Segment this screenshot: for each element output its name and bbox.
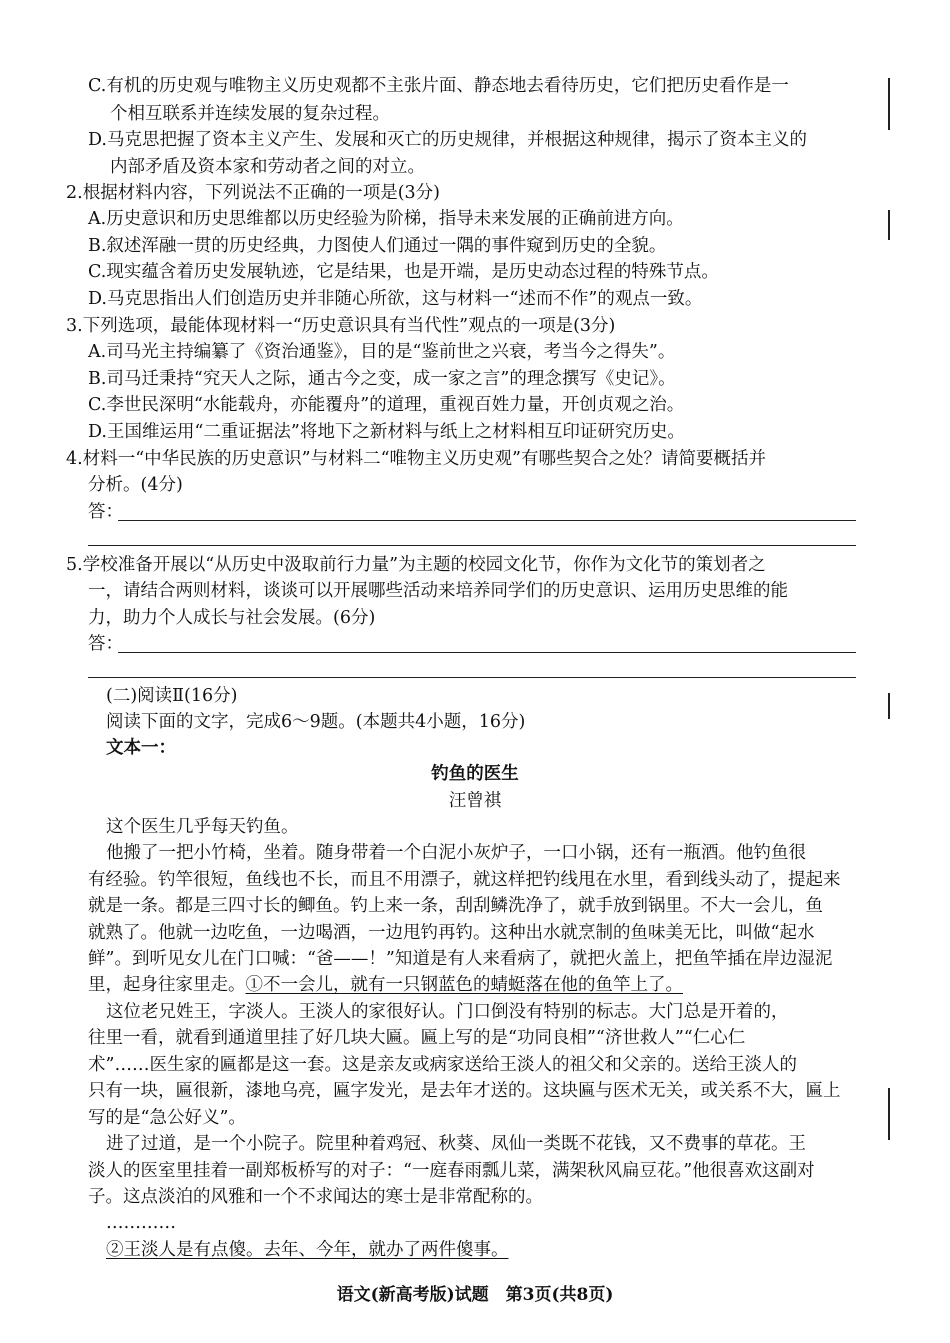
article-p4-line2: 淡人的医室里挂着一副郑板桥写的对子：“一庭春雨瓢儿菜，满架秋风扁豆花。”他很喜欢这副对 bbox=[88, 1161, 815, 1181]
q2-option-d: D.马克思指出人们创造历史并非随心所欲，这与材料一“述而不作”的观点一致。 bbox=[88, 289, 703, 309]
article-p1: 这个医生几乎每天钓鱼。 bbox=[106, 817, 299, 837]
q2-option-b: B.叙述浑融一贯的历史经典，力图使人们通过一隅的事件窥到历史的全貌。 bbox=[88, 236, 667, 256]
page-footer: 语文(新高考版)试题 第3页(共8页) bbox=[336, 1285, 614, 1305]
q4-answer-line-1[interactable] bbox=[118, 520, 856, 521]
text-one-label: 文本一： bbox=[106, 738, 176, 758]
article-p2-line6-text: 里，起身往家里走。 bbox=[88, 975, 246, 995]
section2-heading: (二)阅读Ⅱ(16分) bbox=[106, 686, 238, 706]
q4-stem-line2: 分析。(4分) bbox=[88, 475, 183, 495]
margin-mark-3 bbox=[888, 693, 890, 719]
q5-answer-line-2[interactable] bbox=[88, 677, 856, 678]
q3-option-b: B.司马迁秉持“究天人之际，通古今之变，成一家之言”的理念撰写《史记》。 bbox=[88, 369, 676, 389]
q5-stem-line2: 一，请结合两则材料，谈谈可以开展哪些活动来培养同学们的历史意识、运用历史思维的能 bbox=[88, 581, 788, 601]
q3-option-c: C.李世民深明“水能载舟，亦能覆舟”的道理，重视百姓力量，开创贞观之治。 bbox=[88, 395, 685, 415]
q2-stem: 2.根据材料内容，下列说法不正确的一项是(3分) bbox=[66, 183, 440, 203]
article-p2-line3: 就是一条。都是三四寸长的鲫鱼。钓上来一条，刮刮鳞洗净了，就手放到锅里。不大一会儿，鱼 bbox=[88, 896, 823, 916]
article-p2-line5: 鲜”。到听见女儿在门口喊：“爸——！”知道是有人来看病了，就把火盖上，把鱼竿插在岸边湿泥 bbox=[88, 949, 833, 969]
q1-option-c-line2: 个相互联系并连续发展的复杂过程。 bbox=[110, 104, 390, 124]
q5-answer-label: 答： bbox=[88, 634, 123, 654]
q4-stem-line1: 4.材料一“中华民族的历史意识”与材料二“唯物主义历史观”有哪些契合之处？请简要概括并 bbox=[66, 449, 766, 469]
article-p2-line2: 有经验。钓竿很短，鱼线也不长，而且不用漂子，就这样把钓线甩在水里，看到线头动了，提起来 bbox=[88, 870, 841, 890]
q2-option-c: C.现实蕴含着历史发展轨迹，它是结果，也是开端，是历史动态过程的特殊节点。 bbox=[88, 262, 719, 282]
q1-option-c-line1: C.有机的历史观与唯物主义历史观都不主张片面、静态地去看待历史，它们把历史看作是一 bbox=[88, 76, 789, 96]
q3-stem: 3.下列选项，最能体现材料一“历史意识具有当代性”观点的一项是(3分) bbox=[66, 316, 616, 336]
q2-option-a: A.历史意识和历史思维都以历史经验为阶梯，指导未来发展的正确前进方向。 bbox=[88, 209, 684, 229]
margin-mark-2 bbox=[888, 210, 890, 240]
q3-option-a: A.司马光主持编纂了《资治通鉴》，目的是“鉴前世之兴衰，考当今之得失”。 bbox=[88, 342, 676, 362]
q1-option-d-line1: D.马克思把握了资本主义产生、发展和灭亡的历史规律，并根据这种规律，揭示了资本主义的 bbox=[88, 130, 807, 150]
article-p2-line6 bbox=[88, 973, 683, 997]
article-p3-line5: 写的是“急公好义”。 bbox=[88, 1108, 246, 1128]
section2-instruction: 阅读下面的文字，完成6～9题。(本题共4小题，16分) bbox=[106, 712, 526, 732]
article-title: 钓鱼的医生 bbox=[431, 764, 519, 784]
article-p2-line1: 他搬了一把小竹椅，坐着。随身带着一个白泥小灰炉子，一口小锅，还有一瓶酒。他钓鱼很 bbox=[106, 843, 806, 863]
article-p4-line1: 进了过道，是一个小院子。院里种着鸡冠、秋葵、凤仙一类既不花钱，又不费事的草花。王 bbox=[106, 1134, 806, 1154]
article-p3-line2: 往里一看，就看到通道里挂了好几块大匾。匾上写的是“功同良相”“济世救人”“仁心仁 bbox=[88, 1028, 746, 1048]
article-p3-line3: 术”……医生家的匾都是这一套。这是亲友或病家送给王淡人的祖父和父亲的。送给王淡人的 bbox=[88, 1055, 797, 1075]
q5-answer-line-1[interactable] bbox=[118, 652, 856, 653]
q5-stem-line3: 力，助力个人成长与社会发展。(6分) bbox=[88, 608, 376, 628]
underlined-sentence-2: ②王淡人是有点傻。去年、今年，就办了两件傻事。 bbox=[106, 1240, 509, 1260]
margin-mark-4 bbox=[888, 1088, 890, 1140]
article-p3-line4: 只有一块，匾很新，漆地乌亮，匾字发光，是去年才送的。这块匾与医术无关，或关系不大，匾上 bbox=[88, 1081, 841, 1101]
article-p2-line4: 就熟了。他就一边吃鱼，一边喝酒，一边甩钓再钓。这种出水就烹制的鱼味美无比，叫做“起水 bbox=[88, 923, 815, 943]
article-ellipsis: ………… bbox=[106, 1213, 176, 1233]
article-p4-line3: 子。这点淡泊的风雅和一个不求闻达的寒士是非常配称的。 bbox=[88, 1187, 543, 1207]
article-p3-line1: 这位老兄姓王，字淡人。王淡人的家很好认。门口倒没有特别的标志。大门总是开着的， bbox=[106, 1002, 789, 1022]
article-author: 汪曾祺 bbox=[448, 791, 502, 811]
underlined-sentence-1: ①不一会儿，就有一只钢蓝色的蜻蜓落在他的鱼竿上了。 bbox=[245, 975, 683, 995]
q1-option-d-line2: 内部矛盾及资本家和劳动者之间的对立。 bbox=[110, 157, 425, 177]
q4-answer-label: 答： bbox=[88, 502, 123, 522]
margin-mark-1 bbox=[888, 78, 890, 130]
q3-option-d: D.王国维运用“二重证据法”将地下之新材料与纸上之材料相互印证研究历史。 bbox=[88, 422, 685, 442]
q5-stem-line1: 5.学校准备开展以“从历史中汲取前行力量”为主题的校园文化节，你作为文化节的策划者之 bbox=[66, 555, 766, 575]
q4-answer-line-2[interactable] bbox=[88, 545, 856, 546]
